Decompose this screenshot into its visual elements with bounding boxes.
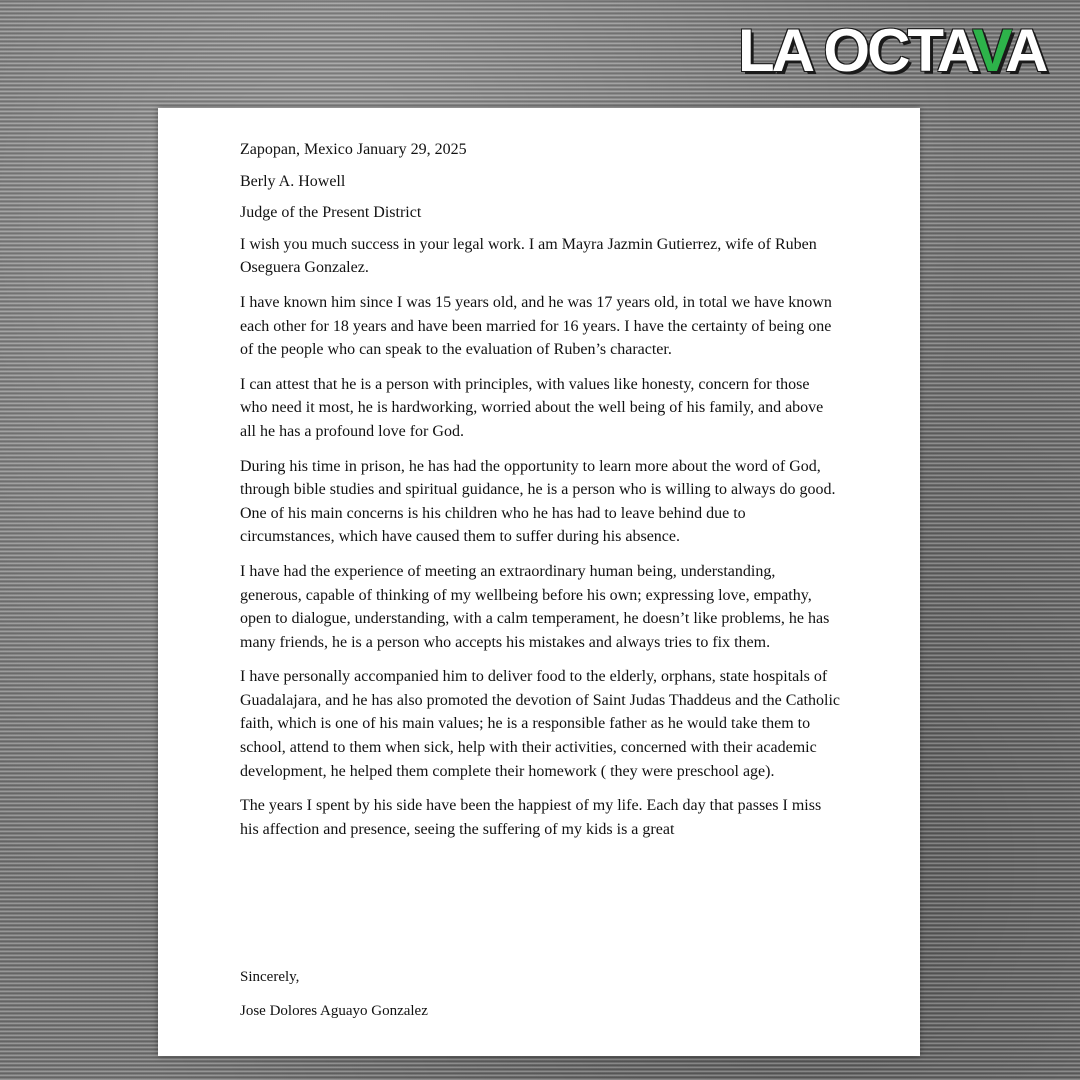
paragraph: I have known him since I was 15 years old, and he was 17 years old, in total we have known each other for 18 years and have been married for 16 years. I have the certainty of being one of the people who can speak to the evaluation of Ruben’s character. <box>240 293 832 359</box>
la-octava-logo <box>738 17 1056 84</box>
place-date: Zapopan, Mexico January 29, 2025 <box>240 141 467 158</box>
closing-salutation: Sincerely, <box>240 969 300 985</box>
paragraph: The years I spent by his side have been the happiest of my life. Each day that passes I miss his affection and presence, seeing the suffering of my kids is a great <box>240 797 822 838</box>
recipient-name: Berly A. Howell <box>240 172 346 190</box>
logo-text: LA OCTAVA <box>738 17 1046 84</box>
letter-closing <box>240 966 840 1034</box>
paragraph: During his time in prison, he has had the opportunity to learn more about the word of God, through bible studies and spiritual guidance, he is a person who is willing to always do good. One of his main concerns is his children who he has had to leave behind due to circumstances, which have caused them to suffer during his absence. <box>240 457 836 546</box>
recipient-title: Judge of the Present District <box>240 204 422 222</box>
letter-page <box>158 108 920 1056</box>
paragraph: I can attest that he is a person with principles, with values like honesty, concern for those who need it most, he is hardworking, worried about the well being of his family, and above all he has a profound love for God. <box>240 375 824 440</box>
letter-body <box>240 138 840 852</box>
paragraph: I wish you much success in your legal work. I am Mayra Jazmin Gutierrez, wife of Ruben Oseguera Gonzalez. <box>240 235 817 277</box>
signatory-name: Jose Dolores Aguayo Gonzalez <box>240 1003 428 1019</box>
paragraph: I have had the experience of meeting an extraordinary human being, understanding, generous, capable of thinking of my wellbeing before his own; expressing love, empathy, open to dialogue, understanding, with a calm temperament, he doesn’t like problems, he has many friends, he is a person who accepts his mistakes and always tries to fix them. <box>240 562 830 651</box>
paragraph: I have personally accompanied him to deliver food to the elderly, orphans, state hospitals of Guadalajara, and he has also promoted the devotion of Saint Judas Thaddeus and the Catholic faith, which is one of his main values; he is a responsible father as he would take them to school, attend to them when sick, help with their activities, concerned with their academic development, he helped them complete their homework ( they were preschool age). <box>240 668 840 780</box>
